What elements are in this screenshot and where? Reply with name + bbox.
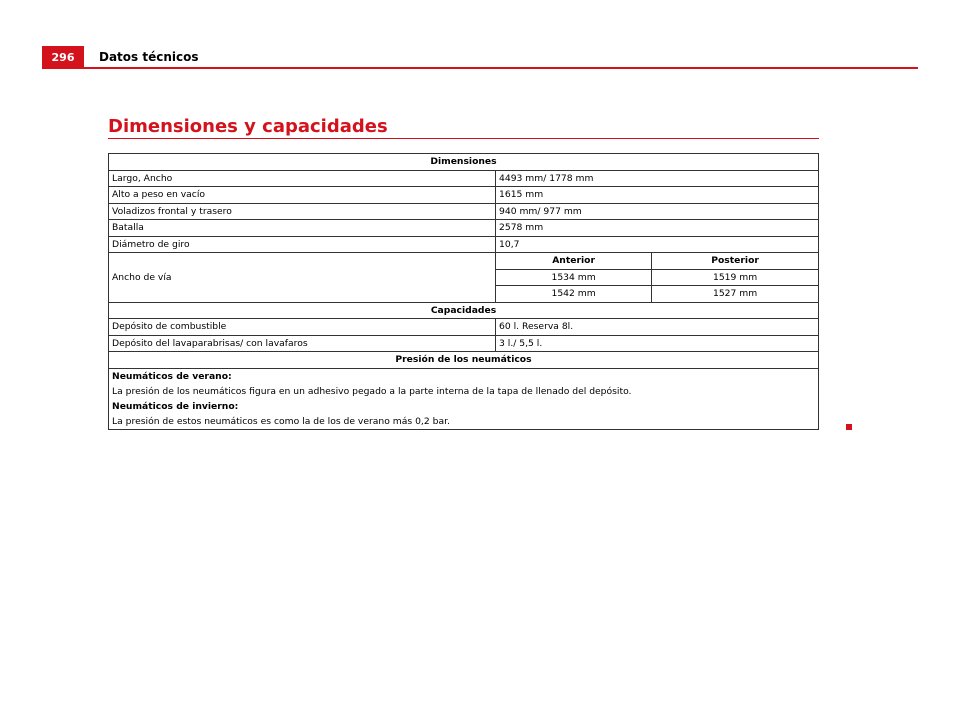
table-row <box>109 170 819 187</box>
table-row <box>109 154 819 171</box>
track-label: Ancho de vía <box>109 253 496 303</box>
row-label: Alto a peso en vacío <box>109 187 496 204</box>
row-value: 3 l./ 5,5 l. <box>496 335 819 352</box>
table-row <box>109 236 819 253</box>
row-value: 2578 mm <box>496 220 819 237</box>
tyre-pressure-notes <box>109 368 819 429</box>
row-value: 940 mm/ 977 mm <box>496 203 819 220</box>
row-value: 10,7 <box>496 236 819 253</box>
row-value: 60 l. Reserva 8l. <box>496 319 819 336</box>
table-row <box>109 203 819 220</box>
row-label: Voladizos frontal y trasero <box>109 203 496 220</box>
row-label: Largo, Ancho <box>109 170 496 187</box>
track-rear-header: Posterior <box>652 253 819 270</box>
winter-tyres-title: Neumáticos de invierno: <box>112 400 239 412</box>
tyre-pressure-header: Presión de los neumáticos <box>109 352 819 369</box>
track-front-value: 1542 mm <box>496 286 652 303</box>
table-row <box>109 352 819 369</box>
table-row <box>109 220 819 237</box>
table-row <box>109 187 819 204</box>
table-row <box>109 368 819 429</box>
table-row <box>109 335 819 352</box>
section-title: Datos técnicos <box>99 50 199 64</box>
table-row <box>109 319 819 336</box>
specifications-table <box>108 153 819 430</box>
row-label: Batalla <box>109 220 496 237</box>
section-end-marker-icon <box>846 424 852 430</box>
track-rear-value: 1527 mm <box>652 286 819 303</box>
capacities-header: Capacidades <box>109 302 819 319</box>
summer-tyres-title: Neumáticos de verano: <box>112 370 232 382</box>
winter-tyres-text: La presión de estos neumáticos es como la de los de verano más 0,2 bar. <box>112 415 450 427</box>
page-header <box>42 46 918 69</box>
dimensions-header: Dimensiones <box>109 154 819 171</box>
row-label: Diámetro de giro <box>109 236 496 253</box>
summer-tyres-text: La presión de los neumáticos figura en un adhesivo pegado a la parte interna de la tapa de llenado del depósito. <box>112 385 632 397</box>
page-number: 296 <box>42 46 84 67</box>
track-rear-value: 1519 mm <box>652 269 819 286</box>
track-front-value: 1534 mm <box>496 269 652 286</box>
table-row <box>109 302 819 319</box>
row-label: Depósito del lavaparabrisas/ con lavafaros <box>109 335 496 352</box>
row-value: 4493 mm/ 1778 mm <box>496 170 819 187</box>
row-value: 1615 mm <box>496 187 819 204</box>
row-label: Depósito de combustible <box>109 319 496 336</box>
track-front-header: Anterior <box>496 253 652 270</box>
table-row <box>109 253 819 270</box>
page-title: Dimensiones y capacidades <box>108 116 819 139</box>
